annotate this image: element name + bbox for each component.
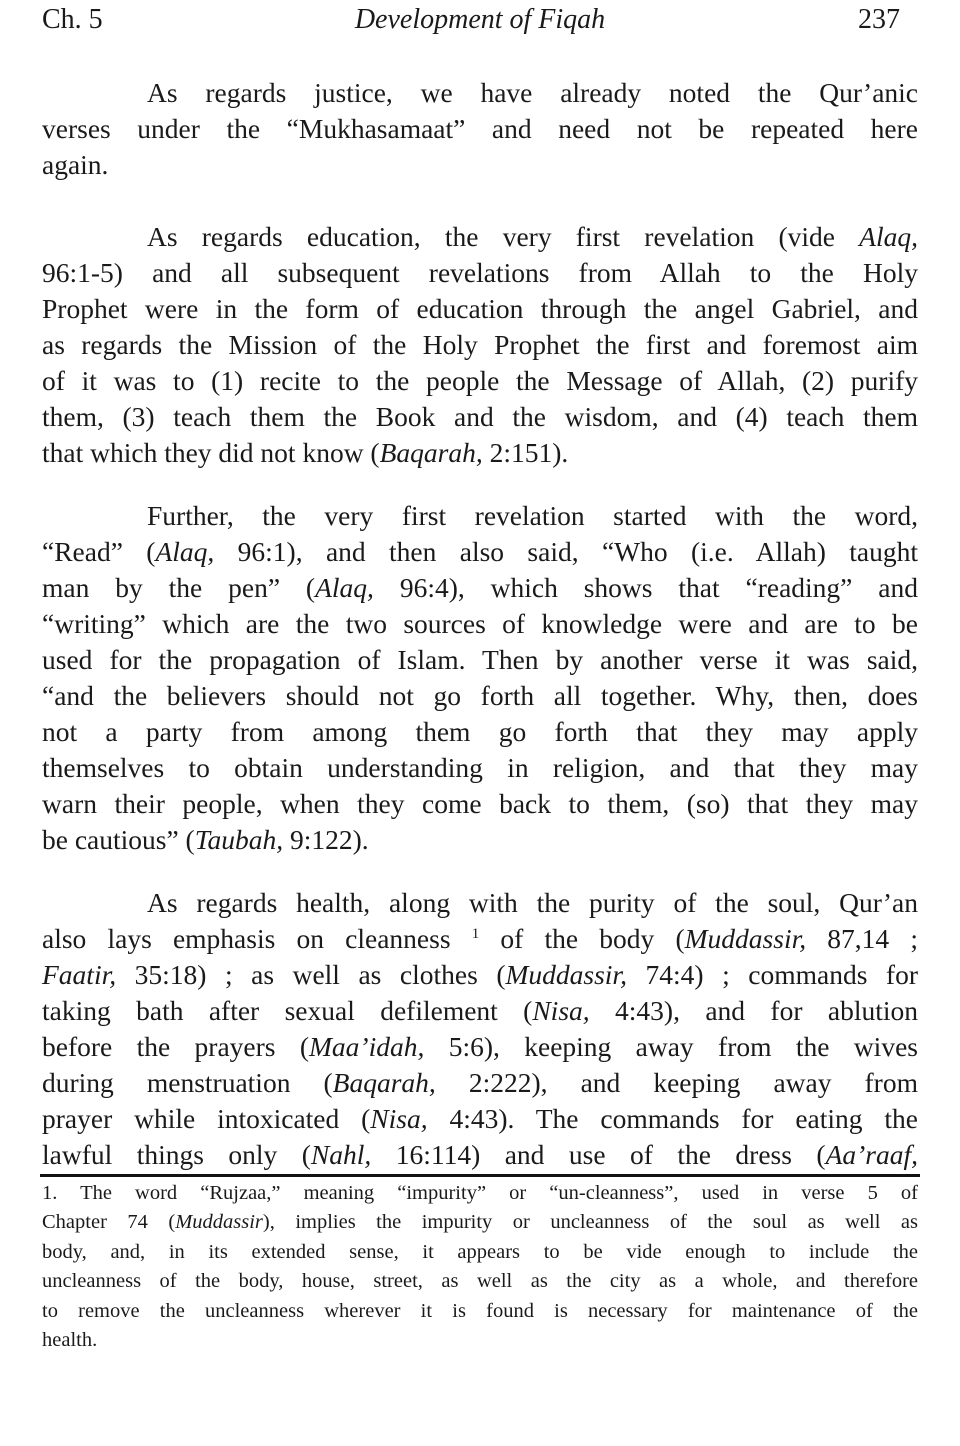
citation-text: Nisa, — [532, 995, 590, 1026]
text-segment: As regards education, the very first revelation (vide — [147, 221, 860, 252]
text-segment: before the prayers ( — [42, 1031, 309, 1062]
text-line — [42, 750, 918, 786]
citation-text: Maa’idah, — [309, 1031, 425, 1062]
paragraph — [42, 219, 918, 471]
text-line — [42, 75, 918, 111]
body-text — [42, 75, 918, 1200]
text-line — [42, 435, 918, 471]
text-line — [42, 1101, 918, 1137]
text-line — [42, 1208, 918, 1237]
text-line — [42, 606, 918, 642]
text-segment: 4:43). The commands for eating the — [427, 1103, 918, 1134]
text-segment: them, (3) teach them the Book and the wisdom, and (4) teach them — [42, 401, 918, 432]
citation-text: Faatir, — [42, 959, 117, 990]
text-line — [42, 147, 918, 183]
text-segment: taking bath after sexual defilement ( — [42, 995, 533, 1026]
text-segment: 96:1), and then also said, “Who (i.e. Allah) taught — [214, 536, 918, 567]
citation-text: Nisa, — [370, 1103, 428, 1134]
text-segment: “and the believers should not go forth all together. Why, then, does — [42, 680, 918, 711]
citation-text: Muddassir — [175, 1211, 263, 1234]
text-line — [42, 1137, 918, 1173]
text-segment: as regards the Mission of the Holy Prophet the first and foremost aim — [42, 329, 918, 360]
text-line — [42, 327, 918, 363]
text-line — [42, 570, 918, 606]
citation-text: Muddassir, — [505, 959, 627, 990]
text-segment: 96:1-5) and all subsequent revelations from Allah to the Holy — [42, 257, 918, 288]
text-line — [42, 1267, 918, 1296]
text-line — [42, 921, 918, 957]
text-segment: used for the propagation of Islam. Then by another verse it was said, — [42, 644, 918, 675]
text-line — [42, 399, 918, 435]
text-segment: also lays emphasis on cleanness — [42, 923, 472, 954]
text-line — [42, 786, 918, 822]
text-segment: verses under the “Mukhasamaat” and need not be repeated here — [42, 113, 918, 144]
citation-text: Muddassir, — [684, 923, 807, 954]
text-segment: “writing” which are the two sources of knowledge were and are to be — [42, 608, 918, 639]
text-segment: Chapter 74 ( — [42, 1211, 176, 1234]
citation-text: Nahl, — [310, 1139, 372, 1170]
text-segment: man by the pen” ( — [42, 572, 316, 603]
running-header-title: Development of Fiqah — [354, 4, 606, 35]
text-segment: 5:6), keeping away from the wives — [424, 1031, 918, 1062]
text-segment: of it was to (1) recite to the people the Message of Allah, (2) purify — [42, 365, 918, 396]
text-segment: 2:151). — [482, 437, 569, 468]
text-line — [42, 642, 918, 678]
text-segment: 4:43), and for ablution — [589, 995, 918, 1026]
text-line — [42, 822, 918, 858]
text-segment: themselves to obtain understanding in religion, and that they may — [42, 752, 918, 783]
text-line — [42, 957, 918, 993]
text-line — [42, 1179, 918, 1208]
paragraph — [42, 885, 918, 1173]
text-segment: prayer while intoxicated ( — [42, 1103, 371, 1134]
text-line — [42, 534, 918, 570]
text-line — [42, 1326, 918, 1355]
text-line — [42, 291, 918, 327]
text-segment: not a party from among them go forth that they may apply — [42, 716, 918, 747]
text-segment: 9:122). — [283, 824, 369, 855]
text-line — [42, 1065, 918, 1101]
text-segment: to remove the uncleanness wherever it is found is necessary for maintenance of the — [42, 1299, 918, 1322]
text-segment: during menstruation ( — [42, 1067, 333, 1098]
footnote-marker: 1 — [471, 926, 480, 942]
text-segment: body, and, in its extended sense, it appears to be vide enough to include the — [42, 1240, 918, 1263]
text-segment: be cautious” ( — [42, 824, 195, 855]
text-line — [42, 1029, 918, 1065]
citation-text: Aa’raaf, — [825, 1139, 918, 1170]
paragraph — [42, 498, 918, 858]
text-segment: lawful things only ( — [42, 1139, 311, 1170]
citation-text: Taubah, — [194, 824, 284, 855]
text-segment: Prophet were in the form of education through the angel Gabriel, and — [42, 293, 918, 324]
text-segment: ), implies the impurity or uncleanness of the soul as well as — [262, 1211, 918, 1234]
text-line — [42, 714, 918, 750]
text-segment: of the body ( — [479, 923, 685, 954]
footnote — [42, 1179, 918, 1355]
text-segment: 2:222), and keeping away from — [435, 1067, 918, 1098]
text-segment: 1. The word “Rujzaa,” meaning “impurity” or “un-cleanness”, used in verse 5 of — [42, 1182, 918, 1204]
text-segment: 35:18) ; as well as clothes ( — [116, 959, 506, 990]
text-segment: that which they did not know ( — [42, 437, 380, 468]
text-line — [42, 498, 918, 534]
text-line — [42, 219, 918, 255]
citation-text: Alaq, — [859, 221, 918, 252]
citation-text: Alaq, — [315, 572, 374, 603]
text-segment: 74:4) ; commands for — [626, 959, 918, 990]
text-line — [42, 111, 918, 147]
text-line — [42, 255, 918, 291]
citation-text: Alaq, — [155, 536, 215, 567]
citation-text: Baqarah, — [332, 1067, 436, 1098]
text-line — [42, 1238, 918, 1267]
running-header-chapter: Ch. 5 — [42, 4, 103, 35]
text-segment: warn their people, when they come back to them, (so) that they may — [42, 788, 918, 819]
text-line — [42, 993, 918, 1029]
text-line — [42, 678, 918, 714]
text-segment: health. — [42, 1328, 98, 1351]
text-segment: again. — [42, 149, 109, 180]
text-line — [42, 885, 918, 921]
text-segment: uncleanness of the body, house, street, as well as the city as a whole, and therefore — [42, 1270, 918, 1293]
citation-text: Baqarah, — [379, 437, 483, 468]
text-line — [42, 363, 918, 399]
text-segment: 96:4), which shows that “reading” and — [373, 572, 918, 603]
text-segment: As regards justice, we have already noted the Qur’anic — [147, 77, 918, 108]
text-segment: 87,14 ; — [806, 923, 919, 954]
text-segment: 16:114) and use of the dress ( — [371, 1139, 826, 1170]
text-segment: Further, the very first revelation started with the word, — [147, 500, 918, 531]
footnote-rule — [40, 1174, 920, 1177]
text-line — [42, 1297, 918, 1326]
paragraph — [42, 75, 918, 183]
page-number: 237 — [858, 4, 900, 35]
text-segment: As regards health, along with the purity of the soul, Qur’an — [147, 887, 918, 918]
text-segment: “Read” ( — [42, 536, 156, 567]
